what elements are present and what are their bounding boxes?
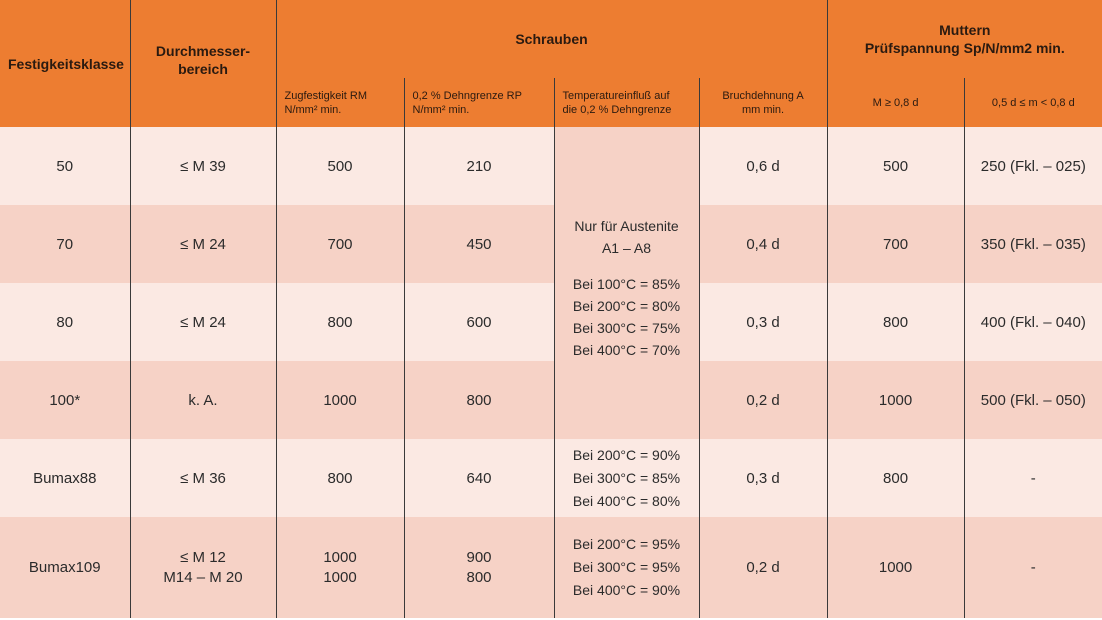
cell-zug: 500 xyxy=(276,127,404,205)
cell-m-range: 500 (Fkl. – 050) xyxy=(964,361,1102,439)
cell-dehn: 640 xyxy=(404,439,554,517)
cell-m-ge: 800 xyxy=(827,439,964,517)
header-zugfestigkeit: Zugfestigkeit RM N/mm² min. xyxy=(276,78,404,127)
cell-durchmesser: ≤ M 36 xyxy=(130,439,276,517)
header-temperatureinfluss: Temperatureinfluß auf die 0,2 % Dehngrenze xyxy=(554,78,699,127)
cell-temp xyxy=(554,517,699,618)
austenite-temp-1: Bei 100°C = 85% xyxy=(572,276,681,292)
cell-dehn xyxy=(404,517,554,618)
header-festigkeitsklasse: Festigkeitsklasse xyxy=(0,0,130,127)
durchmesser-line: M14 – M 20 xyxy=(163,568,243,586)
header-durchmesser: Durchmesser- bereich xyxy=(130,0,276,127)
cell-bruch: 0,2 d xyxy=(699,517,827,618)
table-row xyxy=(0,283,1102,361)
cell-bruch: 0,4 d xyxy=(699,205,827,283)
cell-austenite-temp xyxy=(554,127,699,439)
cell-dehn: 800 xyxy=(404,361,554,439)
cell-m-range: 400 (Fkl. – 040) xyxy=(964,283,1102,361)
zug-line: 1000 xyxy=(323,568,357,586)
cell-dehn: 210 xyxy=(404,127,554,205)
cell-m-range: 350 (Fkl. – 035) xyxy=(964,205,1102,283)
cell-temp xyxy=(554,439,699,517)
austenite-label-1: Nur für Austenite xyxy=(574,218,679,234)
austenite-temp-2: Bei 200°C = 80% xyxy=(572,298,681,314)
header-m-range: 0,5 d ≤ m < 0,8 d xyxy=(964,78,1102,127)
header-m-ge: M ≥ 0,8 d xyxy=(827,78,964,127)
cell-m-ge: 500 xyxy=(827,127,964,205)
cell-zug: 800 xyxy=(276,439,404,517)
cell-dehn: 600 xyxy=(404,283,554,361)
table-row xyxy=(0,361,1102,439)
cell-durchmesser: ≤ M 24 xyxy=(130,283,276,361)
austenite-label-2: A1 – A8 xyxy=(601,240,652,256)
cell-bruch: 0,3 d xyxy=(699,283,827,361)
header-schrauben: Schrauben xyxy=(276,0,827,78)
cell-durchmesser xyxy=(130,517,276,618)
cell-zug: 800 xyxy=(276,283,404,361)
cell-durchmesser: ≤ M 24 xyxy=(130,205,276,283)
temp-line: Bei 200°C = 90% xyxy=(572,446,681,463)
cell-zug: 700 xyxy=(276,205,404,283)
cell-durchmesser: k. A. xyxy=(130,361,276,439)
table-row xyxy=(0,439,1102,517)
cell-m-ge: 700 xyxy=(827,205,964,283)
cell-bruch: 0,2 d xyxy=(699,361,827,439)
cell-m-ge: 1000 xyxy=(827,361,964,439)
dehn-line: 800 xyxy=(466,568,492,586)
cell-bruch: 0,3 d xyxy=(699,439,827,517)
temp-line: Bei 300°C = 95% xyxy=(572,559,681,575)
header-muttern: Muttern Prüfspannung Sp/N/mm2 min. xyxy=(827,0,1102,78)
cell-klasse: 80 xyxy=(0,283,130,361)
cell-m-ge: 1000 xyxy=(827,517,964,618)
zug-line: 1000 xyxy=(323,548,357,566)
cell-klasse: Bumax109 xyxy=(0,517,130,618)
table-row xyxy=(0,517,1102,618)
cell-m-range: 250 (Fkl. – 025) xyxy=(964,127,1102,205)
cell-klasse: Bumax88 xyxy=(0,439,130,517)
header-bruchdehnung: Bruchdehnung A mm min. xyxy=(699,78,827,127)
austenite-temp-3: Bei 300°C = 75% xyxy=(572,320,681,336)
cell-m-ge: 800 xyxy=(827,283,964,361)
cell-klasse: 70 xyxy=(0,205,130,283)
cell-klasse: 100* xyxy=(0,361,130,439)
table-row xyxy=(0,205,1102,283)
cell-zug: 1000 xyxy=(276,361,404,439)
cell-m-range: - xyxy=(964,517,1102,618)
cell-m-range: - xyxy=(964,439,1102,517)
temp-line: Bei 400°C = 90% xyxy=(572,582,681,598)
table-row xyxy=(0,127,1102,205)
temp-line: Bei 200°C = 95% xyxy=(572,536,681,552)
cell-klasse: 50 xyxy=(0,127,130,205)
cell-bruch: 0,6 d xyxy=(699,127,827,205)
cell-durchmesser: ≤ M 39 xyxy=(130,127,276,205)
austenite-temp-4: Bei 400°C = 70% xyxy=(572,342,681,358)
durchmesser-line: ≤ M 12 xyxy=(180,548,226,566)
temp-line: Bei 400°C = 80% xyxy=(572,492,681,509)
dehn-line: 900 xyxy=(466,548,492,566)
cell-zug xyxy=(276,517,404,618)
header-dehngrenze: 0,2 % Dehngrenze RP N/mm² min. xyxy=(404,78,554,127)
cell-dehn: 450 xyxy=(404,205,554,283)
temp-line: Bei 300°C = 85% xyxy=(572,469,681,486)
